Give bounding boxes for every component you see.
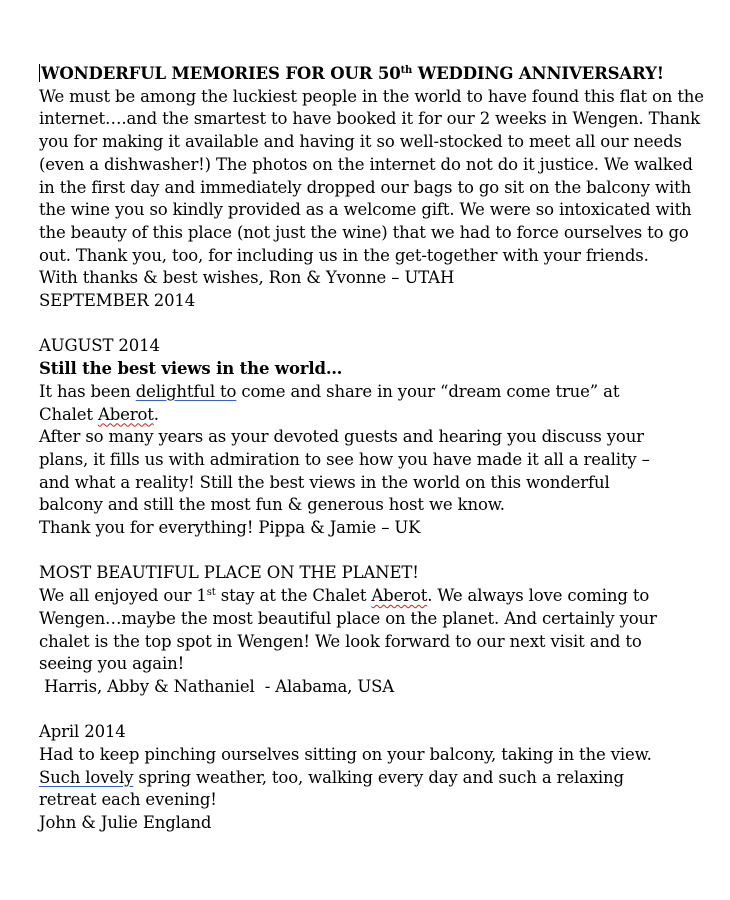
- review-date: AUGUST 2014: [39, 336, 160, 356]
- review-signature: John & Julie England: [39, 813, 212, 833]
- review-line: in the first day and immediately dropped our bags to go sit on the balcony with: [39, 177, 692, 197]
- review-line: out. Thank you, too, for including us in the get-together with your friends.: [39, 245, 649, 265]
- paragraph-gap: [39, 313, 719, 336]
- review-line: retreat each evening!: [39, 790, 217, 810]
- review-line: It has been delightful to come and share in your “dream come true” at: [39, 381, 620, 401]
- review-date: SEPTEMBER 2014: [39, 291, 196, 311]
- review-line: We must be among the luckiest people in the world to have found this flat on the: [39, 86, 704, 106]
- spelling-mark[interactable]: Aberot: [97, 404, 154, 424]
- review-line: Such lovely spring weather, too, walking every day and such a relaxing: [39, 767, 624, 787]
- review-line: you for making it available and having it so well-stocked to meet all our needs: [39, 132, 682, 152]
- review-line: Had to keep pinching ourselves sitting on your balcony, taking in the view.: [39, 745, 652, 765]
- review-line: chalet is the top spot in Wengen! We look forward to our next visit and to: [39, 631, 642, 651]
- review-line: balcony and still the most fun & generous host we know.: [39, 495, 505, 515]
- review-signature: Thank you for everything! Pippa & Jamie – UK: [39, 518, 421, 538]
- review-line: After so many years as your devoted guests and hearing you discuss your: [39, 427, 644, 447]
- paragraph-gap: [39, 540, 719, 563]
- review-signature: Harris, Abby & Nathaniel - Alabama, USA: [39, 676, 395, 696]
- grammar-mark[interactable]: delightful to: [135, 381, 237, 401]
- review-signature: With thanks & best wishes, Ron & Yvonne – UTAH: [39, 268, 455, 288]
- review-line: Chalet Aberot.: [39, 404, 159, 424]
- review-line: the wine you so kindly provided as a welcome gift. We were so intoxicated with: [39, 200, 692, 220]
- paragraph-gap: [39, 699, 719, 722]
- text-cursor: [39, 64, 40, 82]
- review-date: April 2014: [39, 722, 126, 742]
- document-body[interactable]: [39, 63, 719, 835]
- review-line: We all enjoyed our 1st stay at the Chalet Aberot. We always love coming to: [39, 586, 650, 606]
- review-heading: MOST BEAUTIFUL PLACE ON THE PLANET!: [39, 563, 419, 583]
- review-line: and what a reality! Still the best views in the world on this wonderful: [39, 472, 610, 492]
- review-heading: Still the best views in the world…: [39, 359, 343, 379]
- review-line: (even a dishwasher!) The photos on the internet do not do it justice. We walked: [39, 154, 693, 174]
- spelling-mark[interactable]: Aberot: [371, 586, 428, 606]
- review-line: seeing you again!: [39, 654, 185, 674]
- review-line: plans, it fills us with admiration to see how you have made it all a reality –: [39, 449, 650, 469]
- heading-anniversary: WONDERFUL MEMORIES FOR OUR 50th WEDDING ANNIVERSARY!: [41, 64, 664, 83]
- review-line: internet….and the smartest to have booked it for our 2 weeks in Wengen. Thank: [39, 109, 700, 129]
- review-line: Wengen…maybe the most beautiful place on the planet. And certainly your: [39, 608, 657, 628]
- review-line: the beauty of this place (not just the wine) that we had to force ourselves to go: [39, 222, 689, 242]
- grammar-mark[interactable]: Such lovely: [39, 767, 134, 787]
